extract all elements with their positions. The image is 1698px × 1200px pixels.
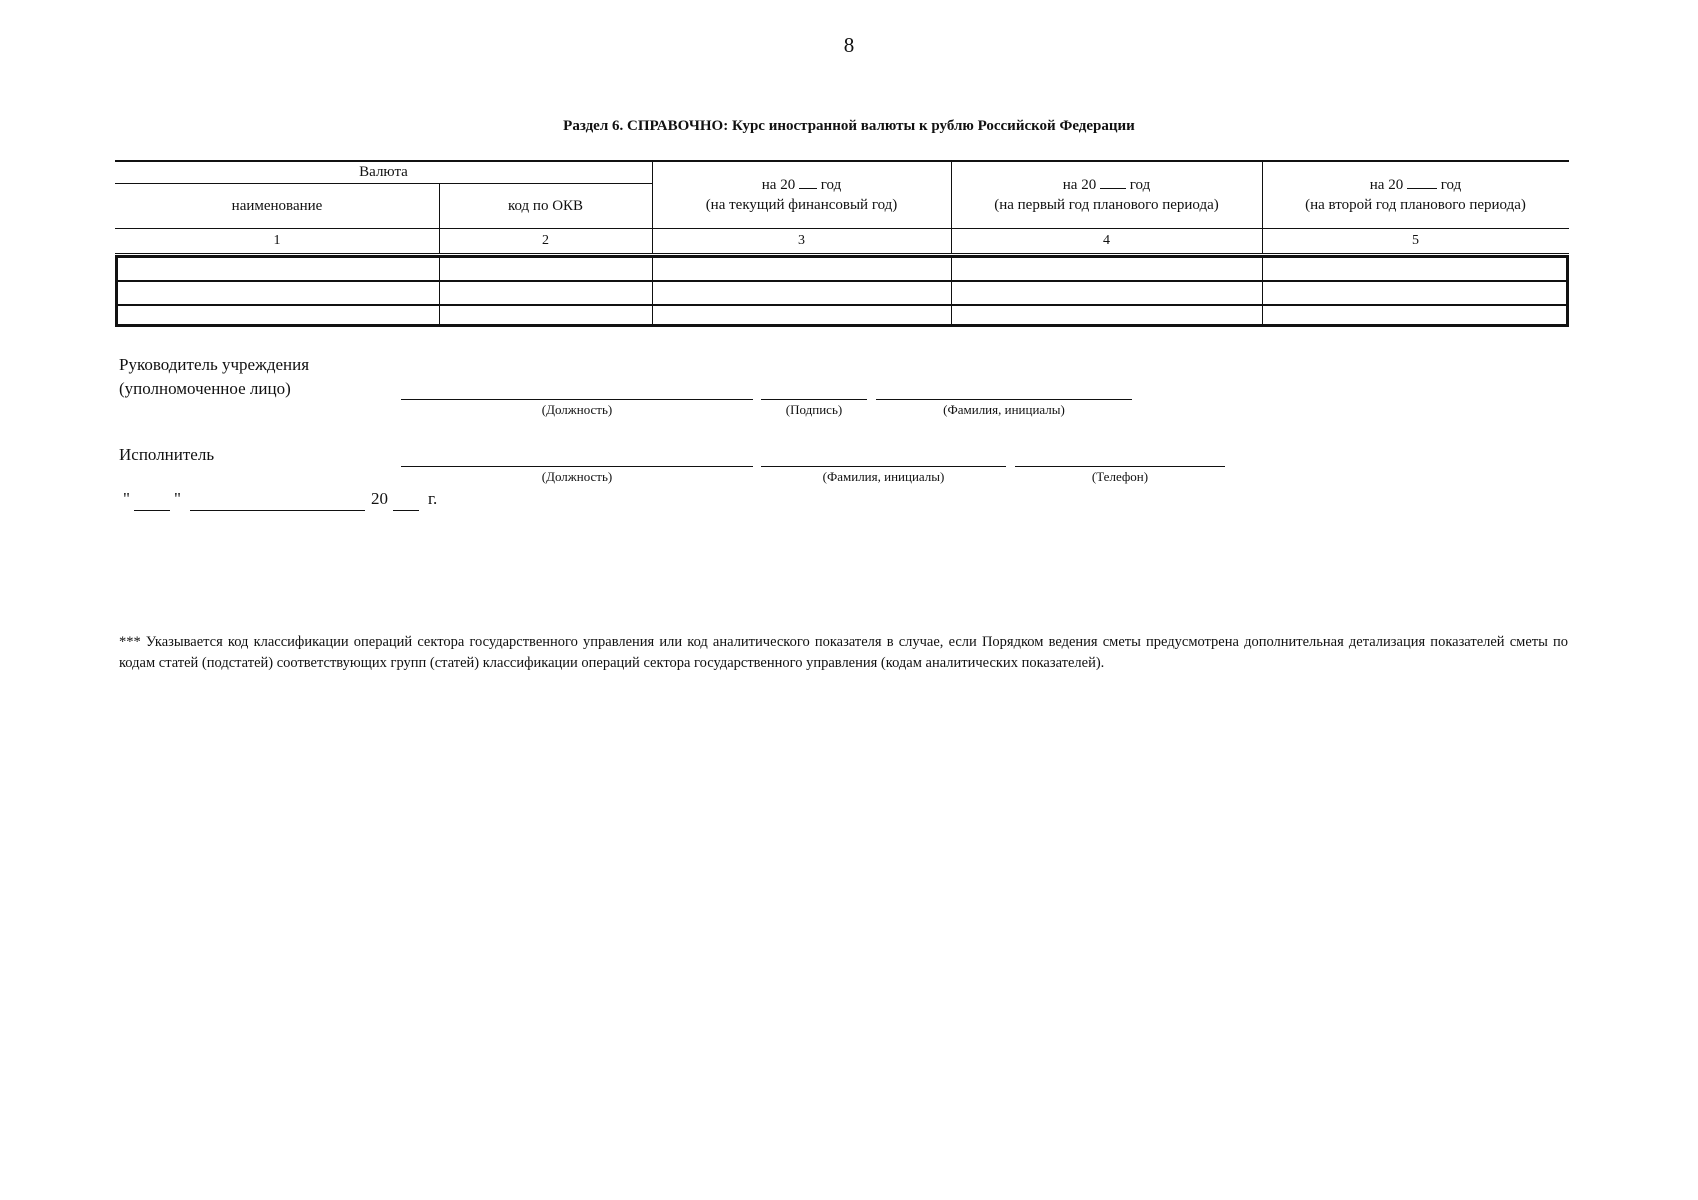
year-word: год — [1440, 177, 1462, 193]
grid-col-divider — [652, 258, 653, 324]
footnote: *** Указывается код классификации операций сектора государственного управления или код аналитического показателя в случае, если Порядком ведения сметы предусмотрена дополнительная детализация показателей сметы по кодам статей (подстатей) соответствующих групп (статей) классификации операций сектора государственного управления (кодам аналитических показателей). — [119, 634, 1568, 671]
col-number-5: 5 — [1412, 233, 1419, 248]
year-prefix: на 20 — [761, 177, 796, 193]
grid-col-divider — [439, 258, 440, 324]
executor-position-caption: (Должность) — [541, 469, 613, 484]
executor-name-caption: (Фамилия, инициалы) — [822, 469, 945, 484]
table-row-divider — [118, 304, 1566, 306]
grid-col-divider — [1262, 258, 1263, 324]
col-second-plan-year-header — [1262, 175, 1569, 215]
header-bottom-rule — [115, 228, 1569, 229]
currency-group-header: Валюта — [359, 164, 408, 180]
head-label-line1: Руководитель учреждения — [119, 355, 310, 374]
date-month-blank — [190, 510, 365, 511]
year-prefix: на 20 — [1369, 177, 1404, 193]
date-day-blank — [134, 510, 170, 511]
numbers-bottom-rule — [115, 253, 1569, 254]
head-signature-caption: (Подпись) — [785, 402, 843, 417]
grid-col-divider — [951, 258, 952, 324]
year-word: год — [820, 177, 842, 193]
date-year-suffix: г. — [428, 489, 438, 508]
currency-group-rule — [115, 183, 652, 184]
year-word: год — [1129, 177, 1151, 193]
executor-name-line — [761, 466, 1006, 467]
rates-data-grid — [115, 255, 1569, 327]
date-quote-open: " — [123, 489, 130, 508]
col-current-year-sub: (на текущий финансовый год) — [705, 197, 898, 213]
head-name-caption: (Фамилия, инициалы) — [943, 402, 1065, 417]
col-current-year-header — [652, 175, 951, 215]
col-number-1: 1 — [273, 233, 281, 248]
executor-phone-line — [1015, 466, 1225, 467]
executor-label: Исполнитель — [119, 445, 215, 464]
executor-phone-caption: (Телефон) — [1091, 469, 1149, 484]
col-first-plan-year-header — [951, 175, 1262, 215]
head-position-line — [401, 399, 753, 400]
head-position-caption: (Должность) — [541, 402, 613, 417]
year-blank — [1100, 188, 1126, 189]
date-year-prefix: 20 — [371, 489, 388, 508]
col-first-plan-year-sub: (на первый год планового периода) — [994, 197, 1219, 213]
executor-position-line — [401, 466, 753, 467]
year-blank — [799, 188, 817, 189]
col-code-header: код по ОКВ — [507, 198, 584, 214]
table-row-divider — [118, 280, 1566, 282]
col-number-3: 3 — [798, 233, 805, 248]
head-signature-line — [761, 399, 867, 400]
col-second-plan-year-sub: (на второй год планового периода) — [1305, 197, 1526, 213]
year-prefix: на 20 — [1062, 177, 1097, 193]
head-label-line2: (уполномоченное лицо) — [119, 379, 291, 398]
head-name-line — [876, 399, 1132, 400]
section-title: Раздел 6. СПРАВОЧНО: Курс иностранной валюты к рублю Российской Федерации — [563, 118, 1135, 134]
page-number: 8 — [843, 33, 855, 57]
col-number-4: 4 — [1103, 233, 1110, 248]
year-blank — [1407, 188, 1437, 189]
col-number-2: 2 — [542, 233, 549, 248]
col-name-header: наименование — [231, 198, 323, 214]
date-year-blank — [393, 510, 419, 511]
date-quote-close: " — [174, 489, 181, 508]
